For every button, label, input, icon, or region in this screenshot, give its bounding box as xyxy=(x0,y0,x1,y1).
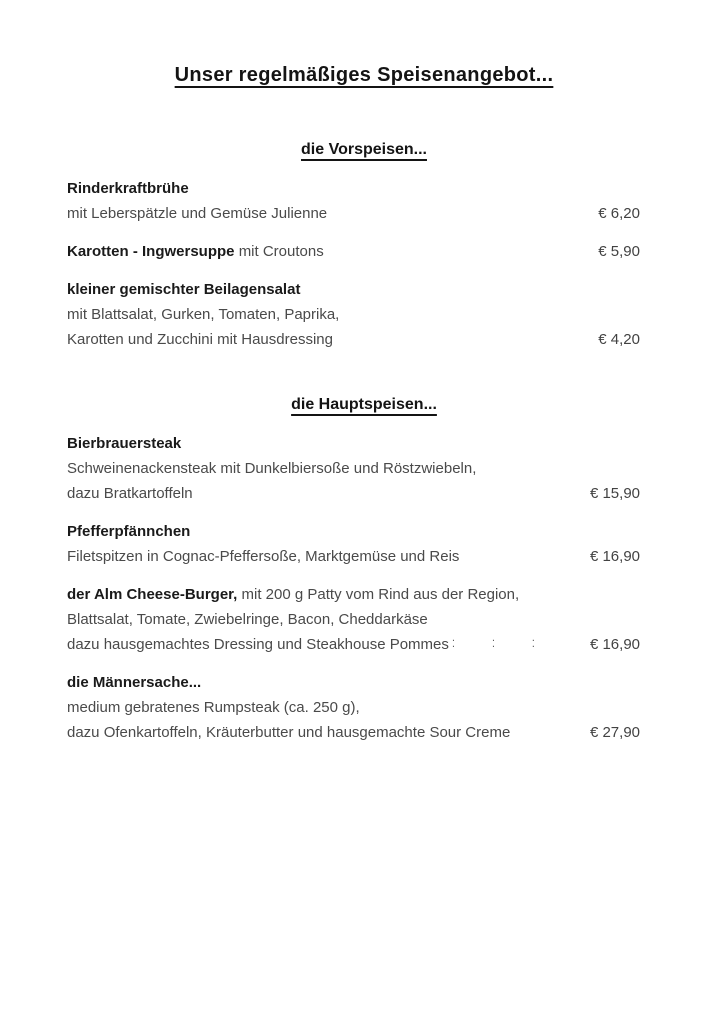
item-name-line xyxy=(67,431,640,456)
menu-item-pfefferpfaennchen xyxy=(67,519,640,569)
item-name: Pfefferpfännchen xyxy=(67,523,191,540)
menu-item-beilagensalat xyxy=(67,277,640,352)
item-description-line xyxy=(67,544,640,569)
section-heading-starters xyxy=(0,141,728,159)
item-name-line xyxy=(67,176,640,201)
item-price: € 16,90 xyxy=(589,636,640,653)
item-description: Karotten und Zucchini mit Hausdressing xyxy=(67,331,333,348)
item-name-line xyxy=(67,670,640,695)
menu-item-rinderkraftbruehe xyxy=(67,176,640,226)
starters-list xyxy=(67,176,640,352)
item-description: Blattsalat, Tomate, Zwiebelringe, Bacon, Cheddarkäse xyxy=(67,611,428,628)
item-name-line xyxy=(67,582,640,607)
item-name: der Alm Cheese-Burger, xyxy=(67,586,238,603)
item-name: die Männersache... xyxy=(67,674,202,691)
item-name-line xyxy=(67,239,640,264)
item-name-line xyxy=(67,519,640,544)
item-price: € 27,90 xyxy=(589,724,640,741)
item-name: Rinderkraftbrühe xyxy=(67,180,189,197)
section-heading-starters-text: die Vorspeisen... xyxy=(301,141,427,158)
page-title-text: Unser regelmäßiges Speisenangebot... xyxy=(174,64,554,86)
item-description-line xyxy=(67,632,640,657)
item-description-line xyxy=(67,720,640,745)
item-description: Filetspitzen in Cognac-Pfeffersoße, Marktgemüse und Reis xyxy=(67,548,460,565)
item-description-line xyxy=(67,327,640,352)
item-price: € 4,20 xyxy=(598,331,640,348)
item-description-line xyxy=(67,695,640,720)
item-description: mit 200 g Patty vom Rind aus der Region, xyxy=(241,586,520,603)
section-heading-mains xyxy=(0,396,728,414)
item-name-line xyxy=(67,277,640,302)
item-price: € 6,20 xyxy=(598,205,640,222)
item-description-line xyxy=(67,481,640,506)
item-description-line xyxy=(67,201,640,226)
item-description: dazu hausgemachtes Dressing und Steakhouse Pommes xyxy=(67,636,449,653)
item-price: € 15,90 xyxy=(589,485,640,502)
item-name: kleiner gemischter Beilagensalat xyxy=(67,281,301,298)
menu-item-alm-cheese-burger xyxy=(67,582,640,657)
item-description: dazu Ofenkartoffeln, Kräuterbutter und hausgemachte Sour Creme xyxy=(67,724,511,741)
item-description-line xyxy=(67,302,640,327)
menu-item-karotten-ingwersuppe xyxy=(67,239,640,264)
section-heading-mains-text: die Hauptspeisen... xyxy=(291,396,437,413)
item-description: dazu Bratkartoffeln xyxy=(67,485,193,502)
item-description: Schweinenackensteak mit Dunkelbiersoße und Röstzwiebeln, xyxy=(67,460,477,477)
item-price: € 16,90 xyxy=(589,548,640,565)
menu-item-maennersache xyxy=(67,670,640,745)
item-name: Karotten - Ingwersuppe xyxy=(67,243,235,260)
item-price: € 5,90 xyxy=(598,243,640,260)
item-description: mit Croutons xyxy=(238,243,324,260)
item-text xyxy=(67,239,324,264)
tab-marks: ⁚ ⁚ ⁚ xyxy=(451,639,535,650)
item-description: mit Leberspätzle und Gemüse Julienne xyxy=(67,205,328,222)
page-title xyxy=(0,0,728,87)
item-name: Bierbrauersteak xyxy=(67,435,182,452)
mains-list xyxy=(67,431,640,745)
menu-item-bierbrauersteak xyxy=(67,431,640,506)
item-description: mit Blattsalat, Gurken, Tomaten, Paprika, xyxy=(67,306,340,323)
item-description-line xyxy=(67,607,640,632)
item-description: medium gebratenes Rumpsteak (ca. 250 g), xyxy=(67,699,360,716)
item-description-line xyxy=(67,456,640,481)
